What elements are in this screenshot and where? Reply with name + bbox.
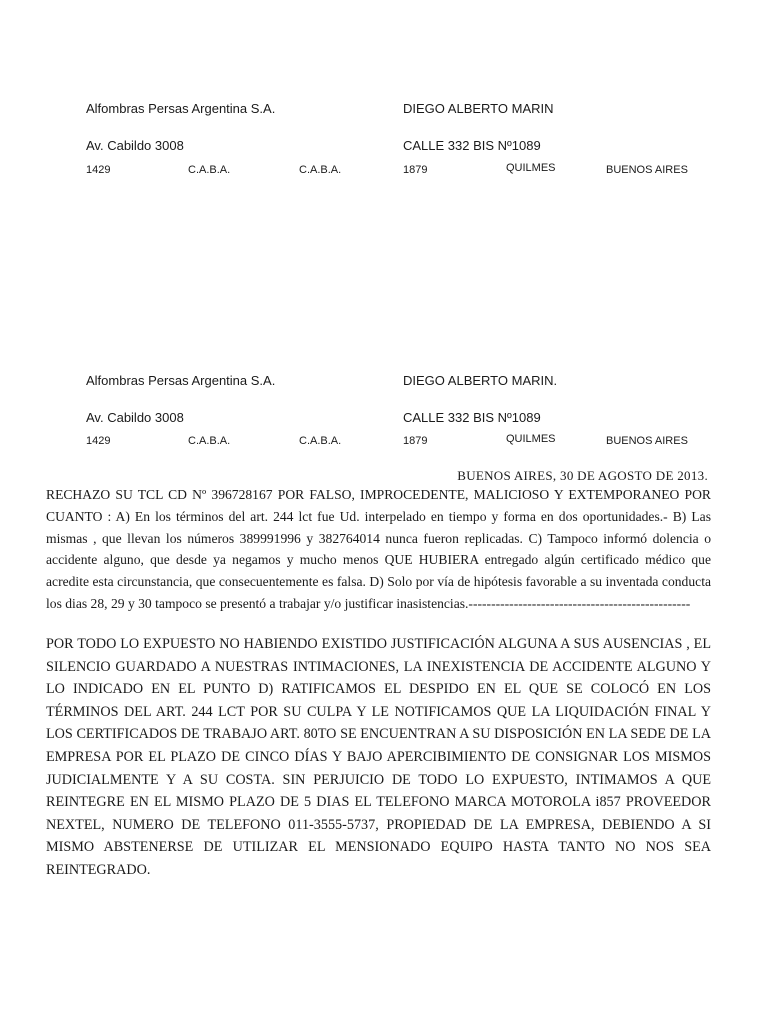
paragraph-2-text: POR TODO LO EXPUESTO NO HABIENDO EXISTIDO JUSTIFICACIÓN ALGUNA A SUS AUSENCIAS , EL SILENCIO GUARDADO A NUESTRAS INTIMACIONES, LA INEXISTENCIA DE ACCIDENTE ALGUNO Y LO INDICADO EN EL PUNTO D) RATIFICAMOS EL DESPIDO EN EL QUE SE COLOCÓ EN LOS TÉRMINOS DEL ART. 244 LCT POR SU CULPA Y LE NOTIFICAMOS QUE LA LIQUIDACIÓN FINAL Y LOS CERTIFICADOS DE TRABAJO ART. 80TO SE ENCUENTRAN A SU DISPOSICIÓN EN LA SEDE DE LA EMPRESA POR EL PLAZO DE CINCO DÍAS Y BAJO APERCIBIMIENTO DE CONSIGNAR LOS MISMOS JUDICIALMENTE Y A SU COSTA. SIN PERJUICIO DE TODO LO EXPUESTO, INTIMAMOS A QUE REINTEGRE EN EL MISMO PLAZO DE 5 DIAS EL TELEFONO MARCA MOTOROLA i857 PROVEEDOR NEXTEL, NUMERO DE TELEFONO 011-3555-5737, PROPIEDAD DE LA EMPRESA, DEBIENDO A SI MISMO ABSTENERSE DE UTILIZAR EL MENSIONADO EQUIPO HASTA TANTO NO NOS SEA REINTEGRADO. (46, 636, 711, 878)
sender-name: Alfombras Persas Argentina S.A. (86, 101, 276, 116)
sender-province: C.A.B.A. (299, 435, 342, 447)
recipient-address: CALLE 332 BIS Nº1089 (403, 138, 541, 153)
sender-postal-code: 1429 (86, 435, 111, 447)
sender-city: C.A.B.A. (188, 435, 231, 447)
sender-name: Alfombras Persas Argentina S.A. (86, 373, 276, 388)
recipient-city: QUILMES (506, 162, 556, 174)
recipient-name: DIEGO ALBERTO MARIN (403, 101, 554, 116)
recipient-name: DIEGO ALBERTO MARIN. (403, 373, 558, 388)
recipient-postal-code: 1879 (403, 164, 428, 176)
paragraph-1-text: RECHAZO SU TCL CD Nº 396728167 POR FALSO, IMPROCEDENTE, MALICIOSO Y EXTEMPORANEO POR CUANTO : A) En los términos del art. 244 lct fue Ud. interpelado en tiempo y forma en dos oportunidades.- B) Las mismas , que llevan los números 389991996 y 382764014 nunca fueron replicadas. C) Tampoco informó dolencia o accidente alguno, que desde ya negamos y mucho menos QUE HUBIERA entregado algún certificado médico que acredite esta circunstancia, que consecuentemente es falsa. D) Solo por vía de hipótesis favorable a su inventada conducta los dias 28, 29 y 30 tampoco se presentó a trabajar y/o justificar inasistencias.------------------------------------------------- (46, 487, 711, 611)
sender-address: Av. Cabildo 3008 (86, 410, 184, 425)
recipient-address: CALLE 332 BIS Nº1089 (403, 410, 541, 425)
sender-postal-code: 1429 (86, 164, 111, 176)
recipient-postal-code: 1879 (403, 435, 428, 447)
sender-city: C.A.B.A. (188, 164, 231, 176)
date-line: BUENOS AIRES, 30 DE AGOSTO DE 2013. (457, 468, 708, 483)
sender-address: Av. Cabildo 3008 (86, 138, 184, 153)
body-paragraph-1 (46, 484, 711, 615)
recipient-province: BUENOS AIRES (606, 164, 688, 176)
sender-province: C.A.B.A. (299, 164, 342, 176)
recipient-city: QUILMES (506, 433, 556, 445)
recipient-province: BUENOS AIRES (606, 435, 688, 447)
body-paragraph-2 (46, 633, 711, 882)
